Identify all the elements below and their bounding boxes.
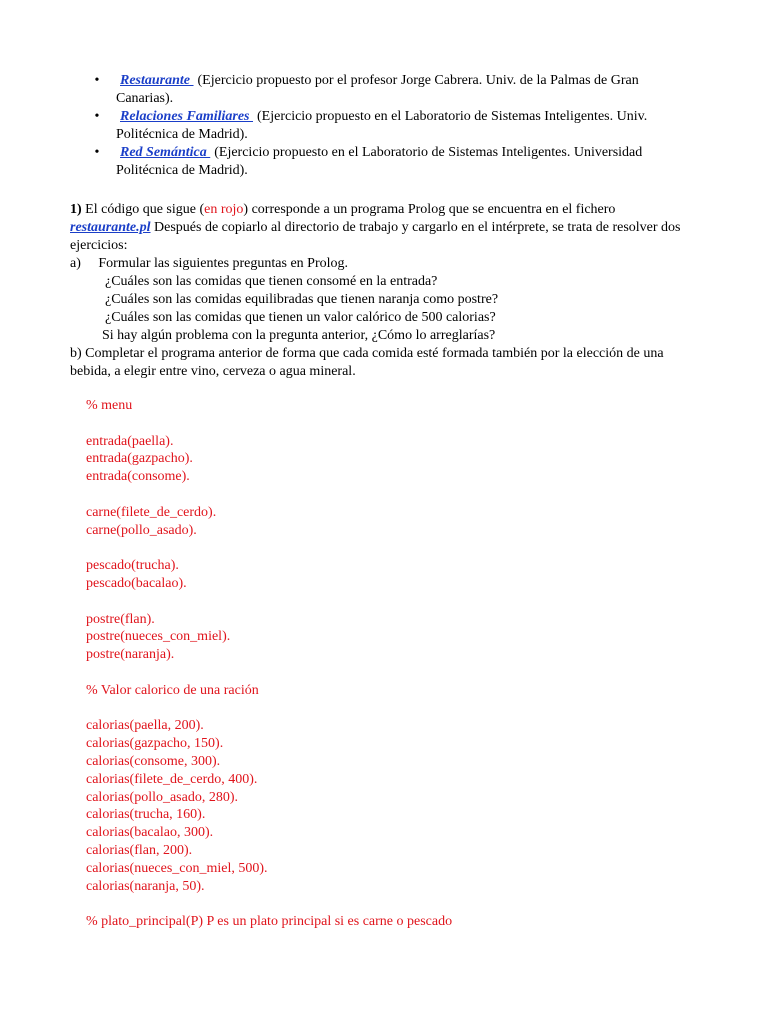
- code-line: entrada(consome).: [86, 469, 190, 485]
- code-line: carne(pollo_asado).: [86, 522, 197, 538]
- code-line: % plato_principal(P) P es un plato principal si es carne o pescado: [86, 914, 453, 930]
- code-line: calorias(paella, 200).: [86, 718, 204, 734]
- code-line: [86, 415, 706, 433]
- restaurante-link[interactable]: Restaurante: [120, 73, 194, 88]
- list-item: [0, 108, 768, 144]
- exercise-links-list: [0, 72, 768, 180]
- bullet-icon: •: [94, 145, 100, 160]
- bullet-icon: •: [94, 73, 100, 88]
- code-line: postre(flan).: [86, 611, 155, 627]
- code-line: % menu: [86, 398, 133, 413]
- code-line: pescado(bacalao).: [86, 575, 187, 591]
- code-line: calorias(filete_de_cerdo, 400).: [86, 771, 258, 787]
- code-line: [86, 895, 706, 913]
- red-semantica-link[interactable]: Red Semántica: [120, 145, 211, 160]
- list-item-text: (Ejercicio propuesto en el Laboratorio de Sistemas Inteligentes. Universidad Politécnica de Madrid).: [116, 145, 643, 178]
- relaciones-familiares-link[interactable]: Relaciones Familiares: [120, 109, 253, 124]
- code-line: calorias(naranja, 50).: [86, 878, 205, 894]
- code-line: [86, 486, 706, 504]
- part-a-label: a) Formular las siguientes preguntas en Prolog.: [70, 256, 349, 271]
- code-line: calorias(flan, 200).: [86, 842, 193, 858]
- part-b-text: b) Completar el programa anterior de forma que cada comida esté formada también por la elección de una bebida, a elegir entre vino, cerveza o agua mineral.: [70, 346, 664, 379]
- code-line: postre(naranja).: [86, 647, 175, 663]
- bullet-icon: •: [94, 109, 100, 124]
- restaurante-pl-link[interactable]: restaurante.pl: [70, 220, 151, 235]
- prolog-code-block: [86, 397, 706, 931]
- exercise-1: [70, 201, 694, 381]
- exercise-intro: [70, 201, 694, 255]
- code-line: [86, 664, 706, 682]
- code-line: calorias(pollo_asado, 280).: [86, 789, 239, 805]
- question-2: ¿Cuáles son las comidas equilibradas que tienen naranja como postre?: [105, 292, 499, 307]
- question-1: ¿Cuáles son las comidas que tienen consomé en la entrada?: [105, 274, 438, 289]
- code-line: calorias(consome, 300).: [86, 753, 221, 769]
- list-item-text: (Ejercicio propuesto por el profesor Jorge Cabrera. Univ. de la Palmas de Gran Canarias).: [116, 73, 639, 106]
- code-line: [86, 593, 706, 611]
- code-line: calorias(trucha, 160).: [86, 807, 206, 823]
- red-note: en rojo: [204, 202, 244, 217]
- question-3: ¿Cuáles son las comidas que tienen un valor calórico de 500 calorias?: [105, 310, 496, 325]
- code-line: calorias(nueces_con_miel, 500).: [86, 860, 268, 876]
- list-item: [0, 72, 768, 108]
- code-line: carne(filete_de_cerdo).: [86, 504, 217, 520]
- exercise-number: 1): [70, 202, 82, 217]
- code-line: [86, 539, 706, 557]
- code-line: calorias(bacalao, 300).: [86, 825, 214, 841]
- intro-text: Después de copiarlo al directorio de trabajo y cargarlo en el intérprete, se trata de resolver dos ejercicios:: [70, 220, 681, 253]
- problem-question: Si hay algún problema con la pregunta anterior, ¿Cómo lo arreglarías?: [102, 328, 496, 343]
- intro-text: El código que sigue (: [81, 202, 205, 217]
- list-item: [0, 144, 768, 180]
- code-line: % Valor calorico de una ración: [86, 682, 259, 698]
- code-line: postre(nueces_con_miel).: [86, 629, 231, 645]
- code-line: entrada(gazpacho).: [86, 451, 193, 467]
- intro-text: ) corresponde a un programa Prolog que se encuentra en el fichero: [243, 202, 616, 217]
- code-line: pescado(trucha).: [86, 558, 179, 574]
- code-line: entrada(paella).: [86, 433, 174, 449]
- code-line: [86, 700, 706, 718]
- code-line: calorias(gazpacho, 150).: [86, 736, 224, 752]
- list-item-text: (Ejercicio propuesto en el Laboratorio de Sistemas Inteligentes. Univ. Politécnica de Madrid).: [116, 109, 648, 142]
